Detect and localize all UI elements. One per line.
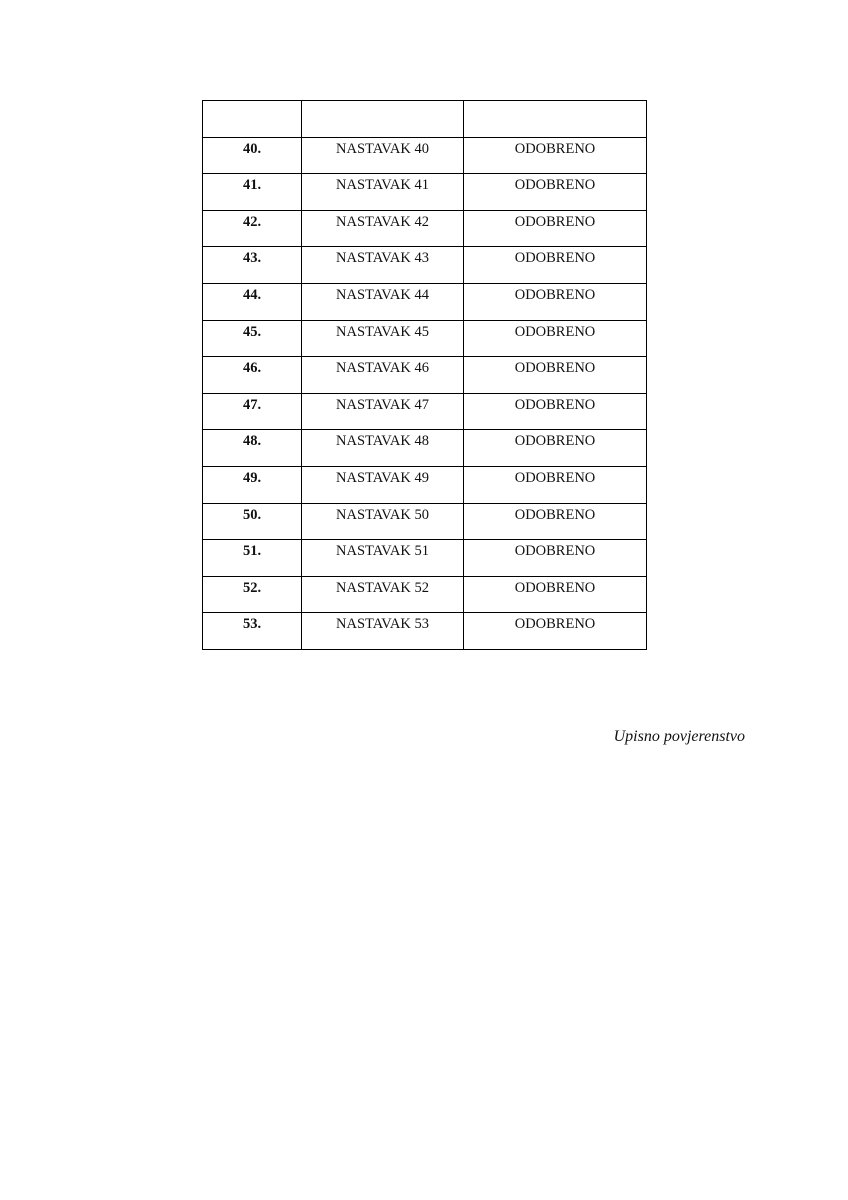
- row-number-cell: [203, 210, 302, 247]
- row-number: 42.: [242, 213, 262, 230]
- row-name: NASTAVAK 42: [336, 213, 429, 230]
- row-number: 40.: [242, 140, 262, 157]
- row-status: ODOBRENO: [514, 250, 596, 267]
- row-name: NASTAVAK 48: [336, 433, 429, 450]
- row-name: NASTAVAK 43: [336, 250, 429, 267]
- row-name-cell: [302, 357, 464, 394]
- row-status-cell: [464, 357, 647, 394]
- row-status-cell: [464, 210, 647, 247]
- row-status: ODOBRENO: [514, 433, 596, 450]
- row-name-cell: [302, 393, 464, 430]
- row-status-cell: [464, 613, 647, 650]
- table-row: [203, 393, 647, 430]
- row-status: ODOBRENO: [514, 177, 596, 194]
- header-number-text: [203, 101, 301, 102]
- row-status: ODOBRENO: [514, 543, 596, 560]
- row-status: ODOBRENO: [514, 506, 596, 523]
- table-row: [203, 137, 647, 174]
- row-status: ODOBRENO: [514, 360, 596, 377]
- results-table: [202, 100, 647, 650]
- row-number: 51.: [242, 543, 262, 560]
- row-status-cell: [464, 430, 647, 467]
- row-number-cell: [203, 320, 302, 357]
- table-row: [203, 503, 647, 540]
- row-status-cell: [464, 393, 647, 430]
- row-number: 46.: [242, 360, 262, 377]
- row-name: NASTAVAK 53: [336, 616, 429, 633]
- row-status-cell: [464, 503, 647, 540]
- row-number: 48.: [242, 433, 262, 450]
- row-name-cell: [302, 540, 464, 577]
- row-name-cell: [302, 247, 464, 284]
- table-header-row: [203, 101, 647, 138]
- row-name: NASTAVAK 50: [336, 506, 429, 523]
- row-name: NASTAVAK 45: [336, 323, 429, 340]
- header-cell-number: [203, 101, 302, 138]
- table-row: [203, 540, 647, 577]
- table-row: [203, 357, 647, 394]
- row-name-cell: [302, 210, 464, 247]
- row-name-cell: [302, 576, 464, 613]
- header-name-text: [302, 101, 463, 102]
- header-status-text: [464, 101, 646, 102]
- row-status-cell: [464, 540, 647, 577]
- row-status-cell: [464, 576, 647, 613]
- row-status-cell: [464, 137, 647, 174]
- table-row: [203, 466, 647, 503]
- row-number-cell: [203, 466, 302, 503]
- row-status-cell: [464, 174, 647, 211]
- row-name: NASTAVAK 47: [336, 396, 429, 413]
- row-name-cell: [302, 283, 464, 320]
- row-name-cell: [302, 174, 464, 211]
- row-number: 53.: [242, 616, 262, 633]
- signature: Upisno povjerenstvo: [613, 728, 745, 745]
- row-status: ODOBRENO: [514, 579, 596, 596]
- row-name: NASTAVAK 46: [336, 360, 429, 377]
- row-number: 44.: [242, 286, 262, 303]
- row-number: 50.: [242, 506, 262, 523]
- table-row: [203, 576, 647, 613]
- row-number-cell: [203, 613, 302, 650]
- row-number: 41.: [242, 177, 262, 194]
- row-number-cell: [203, 247, 302, 284]
- row-status: ODOBRENO: [514, 286, 596, 303]
- row-number: 43.: [242, 250, 262, 267]
- row-name-cell: [302, 613, 464, 650]
- row-status: ODOBRENO: [514, 616, 596, 633]
- table-row: [203, 430, 647, 467]
- row-name: NASTAVAK 52: [336, 579, 429, 596]
- row-number: 45.: [242, 323, 262, 340]
- row-number-cell: [203, 503, 302, 540]
- row-status-cell: [464, 283, 647, 320]
- row-status: ODOBRENO: [514, 396, 596, 413]
- row-name: NASTAVAK 41: [336, 177, 429, 194]
- row-name: NASTAVAK 44: [336, 286, 429, 303]
- row-name-cell: [302, 320, 464, 357]
- table-row: [203, 174, 647, 211]
- row-number-cell: [203, 283, 302, 320]
- header-cell-name: [302, 101, 464, 138]
- row-number-cell: [203, 137, 302, 174]
- row-number-cell: [203, 393, 302, 430]
- row-status-cell: [464, 247, 647, 284]
- row-name-cell: [302, 466, 464, 503]
- row-number: 47.: [242, 396, 262, 413]
- row-status: ODOBRENO: [514, 323, 596, 340]
- row-number-cell: [203, 540, 302, 577]
- table-row: [203, 210, 647, 247]
- header-cell-status: [464, 101, 647, 138]
- row-name-cell: [302, 430, 464, 467]
- row-name-cell: [302, 503, 464, 540]
- table-row: [203, 283, 647, 320]
- table-row: [203, 613, 647, 650]
- row-status-cell: [464, 320, 647, 357]
- table-row: [203, 320, 647, 357]
- row-name-cell: [302, 137, 464, 174]
- row-number-cell: [203, 174, 302, 211]
- table-body: [203, 101, 647, 650]
- table-row: [203, 247, 647, 284]
- row-number-cell: [203, 576, 302, 613]
- row-number: 49.: [242, 469, 262, 486]
- row-number: 52.: [242, 579, 262, 596]
- row-status-cell: [464, 466, 647, 503]
- row-number-cell: [203, 430, 302, 467]
- row-name: NASTAVAK 40: [336, 140, 429, 157]
- row-name: NASTAVAK 51: [336, 543, 429, 560]
- row-status: ODOBRENO: [514, 469, 596, 486]
- row-name: NASTAVAK 49: [336, 469, 429, 486]
- row-status: ODOBRENO: [514, 213, 596, 230]
- row-number-cell: [203, 357, 302, 394]
- row-status: ODOBRENO: [514, 140, 596, 157]
